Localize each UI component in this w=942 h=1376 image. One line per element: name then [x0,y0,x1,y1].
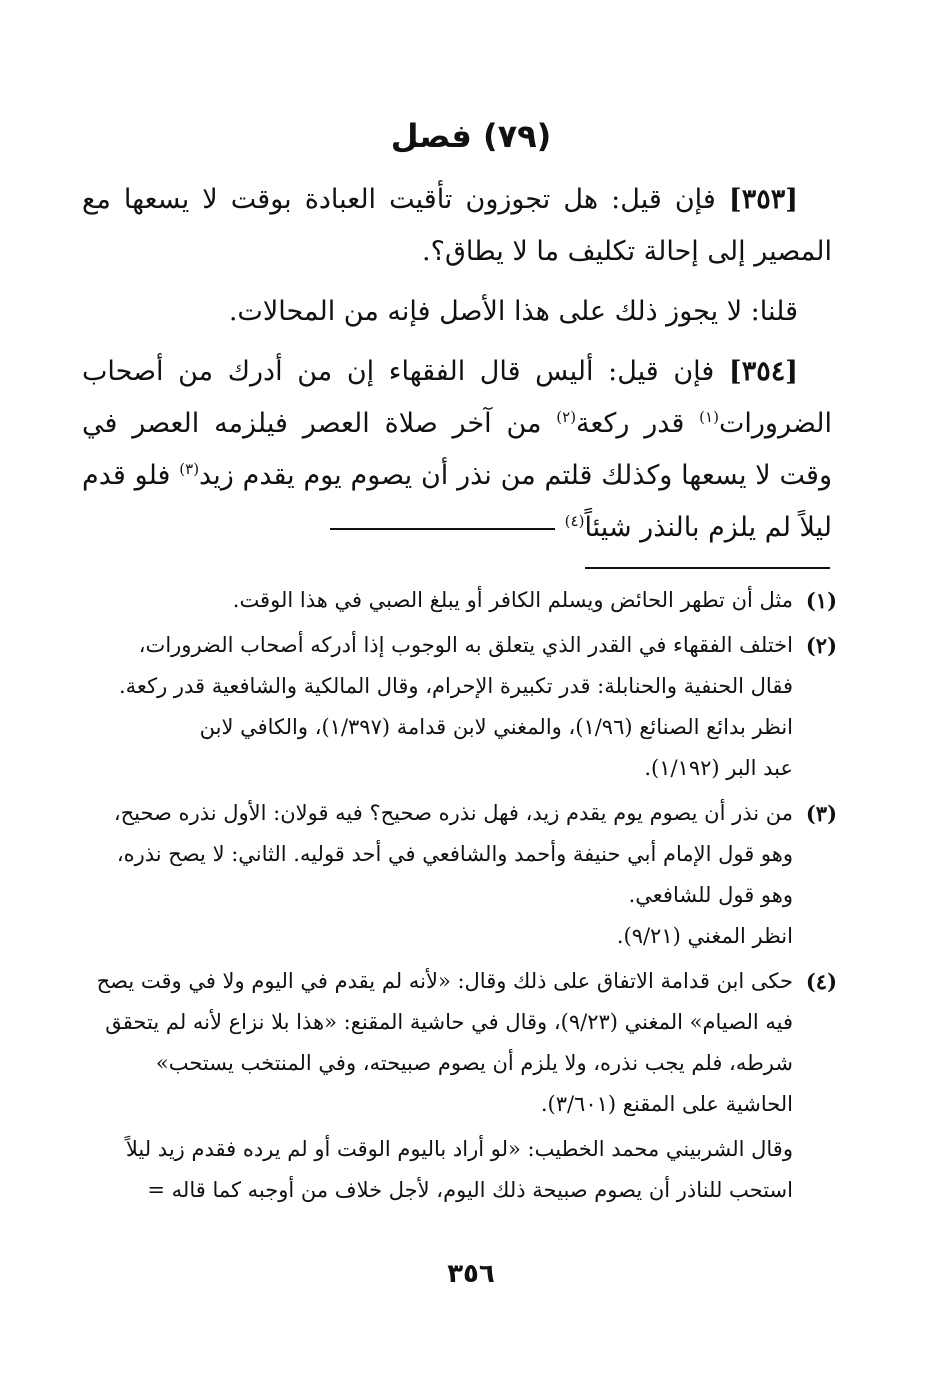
footnote-line: استحب للناذر أن يصوم صبيحة ذلك اليوم، لأجل خلاف من أوجبه كما قاله = [147,1178,793,1202]
footnote-line: وهو قول للشافعي. [628,883,793,907]
paragraph-353 [82,174,832,278]
main-text [82,174,832,554]
footnote-marker: (٣) [805,801,837,826]
footnote-ref-3[interactable]: (٣) [179,460,200,478]
footnote-ref-4[interactable]: (٤) [564,512,585,530]
footnote-body [82,961,793,1125]
paragraph-354 [82,346,832,554]
footnote-line: مثل أن تطهر الحائض ويسلم الكافر أو يبلغ الصبي في هذا الوقت. [232,588,793,612]
paragraph-answer [82,286,832,338]
footnote-line: وهو قول الإمام أبي حنيفة وأحمد والشافعي في أحد قوليه. الثاني: لا يصح نذره، [116,842,793,866]
footnote-line: عبد البر (١/١٩٢). [644,756,793,780]
footnotes [82,580,837,1211]
footnote-line: الحاشية على المقنع (٣/٦٠١). [540,1092,793,1116]
paragraph-text: فإن قيل: هل تجوزون تأقيت العبادة بوقت لا يسعها مع المصير إلى إحالة تكليف ما لا يطاق؟. [82,184,832,267]
footnote-marker: (٤) [805,969,837,994]
paragraph-text-segment: من آخر صلاة العصر فيلزمه العصر في وقت لا يسعها وكذلك قلتم من نذر أن يصوم يوم يقدم زيد [82,408,832,491]
footnote-line: انظر بدائع الصنائع (١/٩٦)، والمغني لابن قدامة (١/٣٩٧)، والكافي لابن [199,715,793,739]
footnote-body [82,793,793,957]
footnote-line: فقال الحنفية والحنابلة: قدر تكبيرة الإحرام، وقال المالكية والشافعية قدر ركعة. [119,674,793,698]
footnote-separator [585,567,830,569]
paragraph-number: [٣٥٤] [728,356,798,387]
paragraph-number: [٣٥٣] [728,184,798,215]
footnote-body [82,625,793,789]
footnote-line: وقال الشربيني محمد الخطيب: «لو أراد باليوم الوقت أو لم يرده فقدم زيد ليلاً [125,1137,793,1161]
footnote-line: من نذر أن يصوم يوم يقدم زيد، فهل نذره صحيح؟ فيه قولان: الأول نذره صحيح، [113,801,793,825]
footnote-marker: (١) [805,588,837,613]
footnote-line: فيه الصيام» المغني (٩/٢٣)، وقال في حاشية المقنع: «هذا بلا نزاع لأنه لم يتحقق [105,1010,793,1034]
line-fill-rule [330,528,555,530]
footnote-line: حكى ابن قدامة الاتفاق على ذلك وقال: «لأنه لم يقدم في اليوم ولا في وقت يصح [96,969,793,993]
footnote-line: شرطه، فلم يجب نذره، ولا يلزم أن يصوم صبيحته، وفي المنتخب يستحب» [155,1051,793,1075]
footnote-4 [82,961,837,1125]
footnote-2 [82,625,837,789]
page-number: ٣٥٦ [447,1259,495,1289]
paragraph-text-segment: قدر ركعة [576,408,700,439]
footnote-ref-2[interactable]: (٢) [556,408,577,426]
footnote-1 [82,580,837,621]
footnote-ref-1[interactable]: (١) [699,408,719,426]
footnote-3 [82,793,837,957]
paragraph-text: قلنا: لا يجوز ذلك على هذا الأصل فإنه من المحالات. [228,296,798,327]
paragraph-text-segment: فإن قيل: أليس قال الفقهاء إن من أدرك من أصحاب الضرورات [82,356,832,439]
footnote-body [82,580,793,621]
section-title: (٧٩) فصل [390,117,552,155]
footnote-marker: (٢) [805,633,837,658]
footnote-line: انظر المغني (٩/٢١). [616,924,793,948]
paragraph-text-segment: فلو قدم ليلاً لم يلزم بالنذر شيئاً [82,460,832,543]
footnote-line: اختلف الفقهاء في القدر الذي يتعلق به الوجوب إذا أدركه أصحاب الضرورات، [138,633,793,657]
footnote-continuation [82,1129,793,1211]
